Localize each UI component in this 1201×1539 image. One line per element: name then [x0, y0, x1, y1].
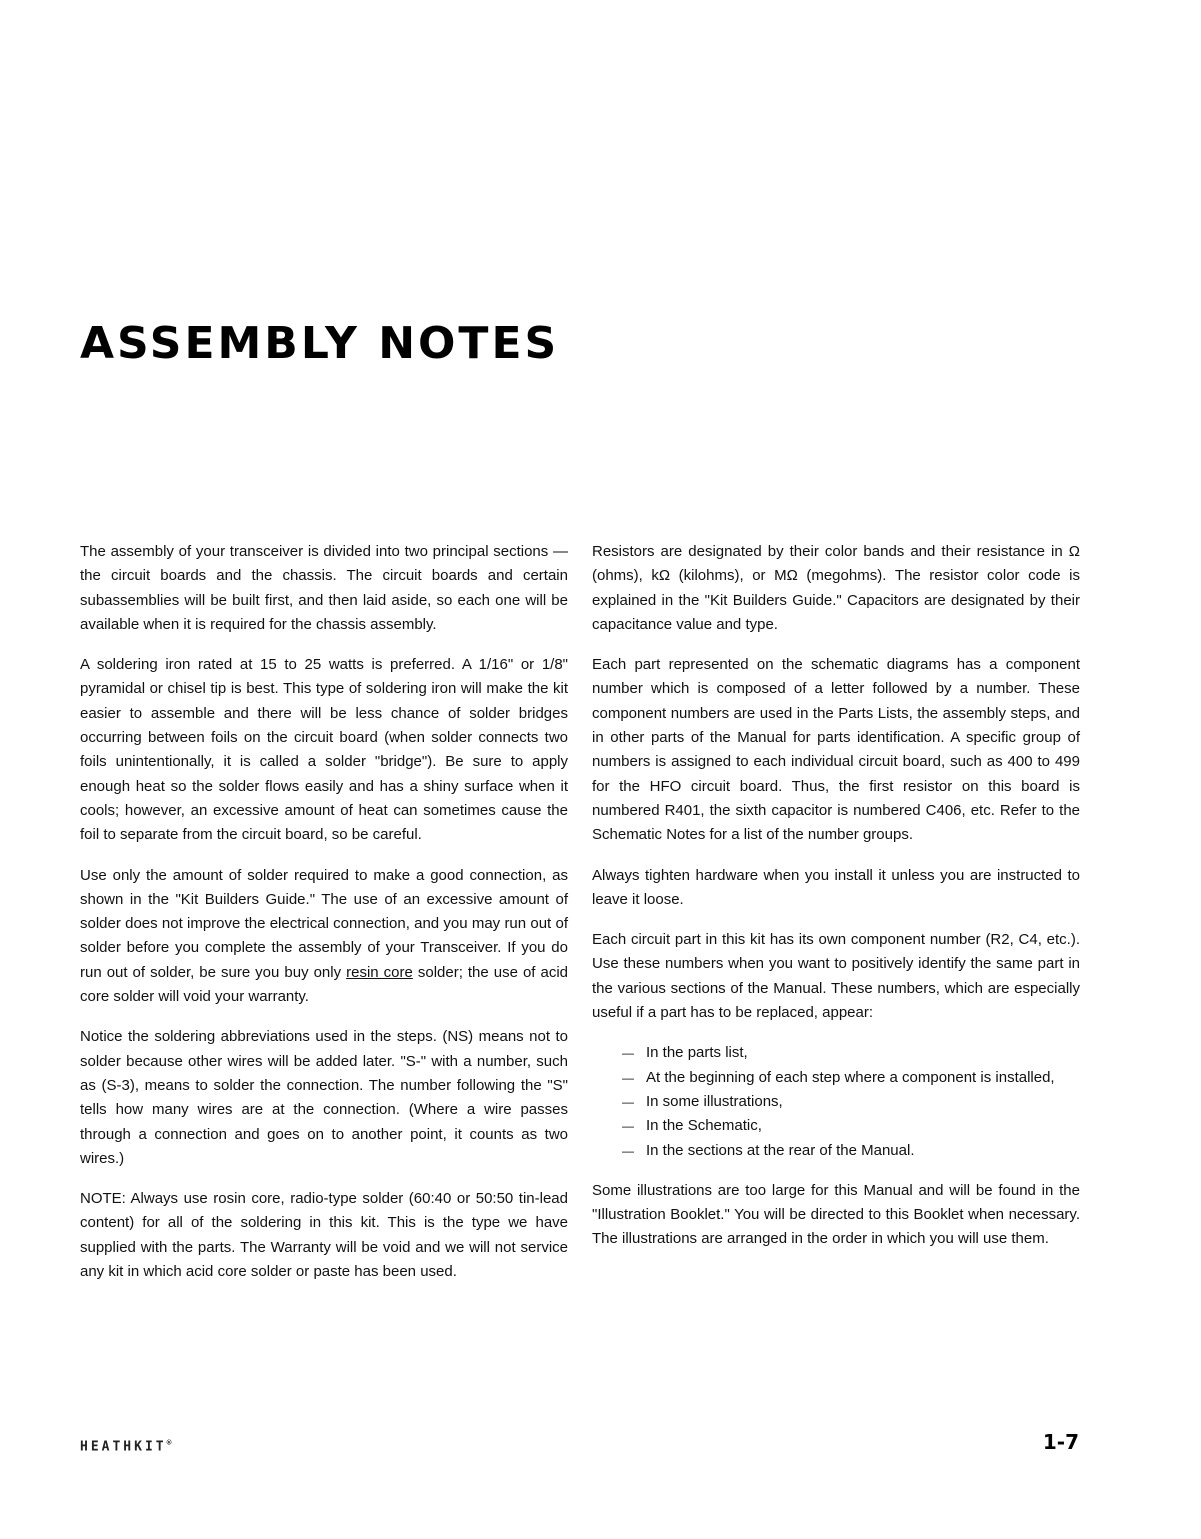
paragraph-assembly-sections: The assembly of your transceiver is divided into two principal sections — the circuit boards and the chassis. The circuit boards and certain subassemblies will be built first, and then laid aside, so each one will be available when it is required for the chassis assembly. [80, 543, 568, 633]
appearance-list [592, 1041, 1080, 1162]
registered-mark: ® [166, 1438, 172, 1447]
left-column [80, 540, 568, 1300]
solder-amount-text-b: solder; the use of acid core solder will void your warranty. [80, 963, 569, 1006]
paragraph-circuit-part-numbers: Each circuit part in this kit has its own component number (R2, C4, etc.). Use these numbers when you want to positively identify the same part in the various sections of the Manual. These numbers, which are especially useful if a part has to be replaced, appear: [592, 931, 1080, 1022]
right-column [592, 540, 1080, 1268]
list-item: — In the sections at the rear of the Manual. [622, 1139, 1080, 1163]
solder-amount-text-a: Use only the amount of solder required to make a good connection, as shown in the "Kit Builders Guide." The use of an excessive amount of solder does not improve the electrical connection, and you may run out of solder before you complete the assembly of your Transceiver. If you do run out of solder, be sure you buy only [80, 866, 568, 981]
paragraph-note-rosin-core: NOTE: Always use rosin core, radio-type solder (60:40 or 50:50 tin-lead content) for all of the soldering in this kit. This is the type we have supplied with the parts. The Warranty will be void and we will not service any kit in which acid core solder or paste has been used. [80, 1190, 568, 1281]
paragraph-resistors: Resistors are designated by their color bands and their resistance in Ω (ohms), kΩ (kilohms), or MΩ (megohms). The resistor color code is explained in the "Kit Builders Guide." Capacitors are designated by their capacitance value and type. [592, 543, 1080, 633]
resin-core-underlined: resin core [346, 963, 413, 981]
page-number: 1-7 [1042, 1430, 1079, 1454]
brand-text: HEATHKIT [80, 1439, 167, 1455]
list-item: — At the beginning of each step where a component is installed, [622, 1066, 1080, 1090]
paragraph-solder-amount [80, 864, 568, 1010]
heathkit-logo [80, 1438, 171, 1454]
list-item: — In some illustrations, [622, 1090, 1080, 1114]
list-item: — In the parts list, [622, 1041, 1080, 1065]
paragraph-illustration-booklet: Some illustrations are too large for this Manual and will be found in the "Illustration Booklet." You will be directed to this Booklet when necessary. The illustrations are arranged in the order in which you will use them. [592, 1181, 1080, 1248]
paragraph-component-numbers: Each part represented on the schematic diagrams has a component number which is composed of a letter followed by a number. These component numbers are used in the Parts Lists, the assembly steps, and in other parts of the Manual for parts identification. A specific group of numbers is assigned to each individual circuit board, such as 400 to 499 for the HFO circuit board. Thus, the first resistor on this board is numbered R401, the sixth capacitor is numbered C406, etc. Refer to the Schematic Notes for a list of the number groups. [592, 656, 1080, 844]
paragraph-tighten-hardware: Always tighten hardware when you install it unless you are instructed to leave it loose. [592, 866, 1080, 908]
list-item: — In the Schematic, [622, 1114, 1080, 1138]
paragraph-soldering-iron: A soldering iron rated at 15 to 25 watts is preferred. A 1/16" or 1/8" pyramidal or chisel tip is best. This type of soldering iron will make the kit easier to assemble and there will be less chance of solder bridges occurring between foils on the circuit board (when solder connects two foils unintentionally, it is called a solder "bridge"). Be sure to apply enough heat so the solder flows easily and has a shiny surface when it cools; however, an excessive amount of heat can sometimes cause the foil to separate from the circuit board, so be careful. [80, 656, 568, 844]
page-title: ASSEMBLY NOTES [80, 318, 560, 369]
paragraph-soldering-abbreviations: Notice the soldering abbreviations used in the steps. (NS) means not to solder because other wires will be added later. "S-" with a number, such as (S-3), means to solder the connection. The number following the "S" tells how many wires are at the connection. (Where a wire passes through a connection and goes on to another point, it counts as two wires.) [80, 1028, 568, 1167]
